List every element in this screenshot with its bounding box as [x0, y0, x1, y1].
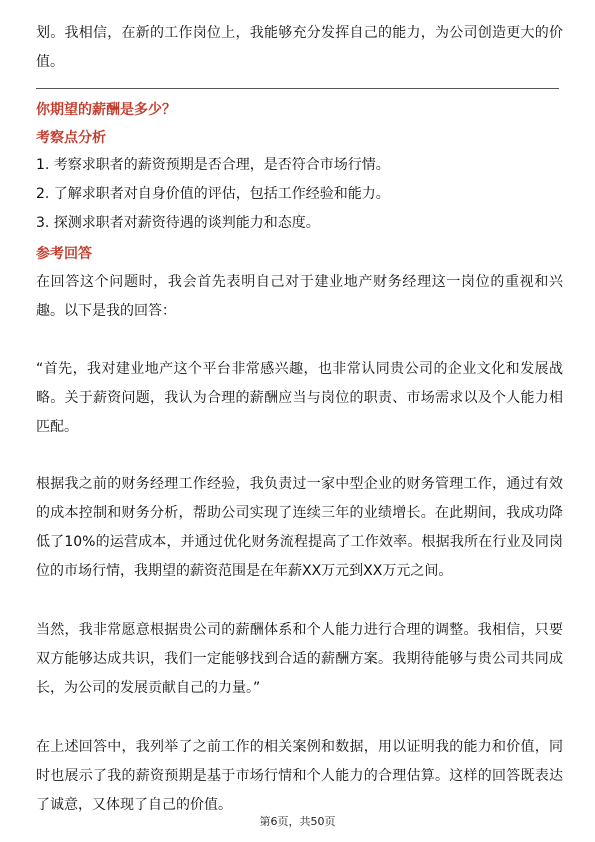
answer-quote-paragraph-2: 根据我之前的财务经理工作经验，我负责过一家中型企业的财务管理工作，通过有效的成本控制和财务分析，帮助公司实现了连续三年的业绩增长。在此期间，我成功降低了10%的运营成本，并通过优化财务流程提高了工作效率。根据我所在行业及同岗位的市场行情，我期望的薪资范围是在年薪XX万元到XX万元之间。: [36, 476, 563, 579]
analysis-heading: 考察点分析: [36, 130, 106, 146]
analysis-item-1: 1. 考察求职者的薪资预期是否合理，是否符合市场行情。: [36, 157, 390, 173]
answer-quote-paragraph-3: 当然，我非常愿意根据贵公司的薪酬体系和个人能力进行合理的调整。我相信，只要双方能够达成共识，我们一定能够找到合适的薪酬方案。我期待能够与贵公司共同成长，为公司的发展贡献自己的力量。”: [36, 622, 563, 696]
answer-summary: 在上述回答中，我列举了之前工作的相关案例和数据，用以证明我的能力和价值，同时也展示了我的薪资预期是基于市场行情和个人能力的合理估算。这样的回答既表达了诚意，又体现了自己的价值。: [36, 739, 563, 813]
question-title: 你期望的薪酬是多少？: [36, 102, 176, 118]
section-divider: [36, 88, 559, 89]
intro-continuation: 划。我相信，在新的工作岗位上，我能够充分发挥自己的能力，为公司创造更大的价值。: [36, 25, 563, 70]
analysis-item-3: 3. 探测求职者对薪资待遇的谈判能力和态度。: [36, 215, 320, 231]
answer-heading: 参考回答: [36, 246, 92, 262]
page-number: 第6页，共50页: [259, 815, 336, 828]
answer-quote-paragraph-1: “首先，我对建业地产这个平台非常感兴趣，也非常认同贵公司的企业文化和发展战略。关于薪资问题，我认为合理的薪酬应当与岗位的职责、市场需求以及个人能力相匹配。: [36, 361, 563, 435]
analysis-item-2: 2. 了解求职者对自身价值的评估，包括工作经验和能力。: [36, 186, 390, 202]
answer-intro: 在回答这个问题时，我会首先表明自己对于建业地产财务经理这一岗位的重视和兴趣。以下是我的回答：: [36, 274, 563, 319]
